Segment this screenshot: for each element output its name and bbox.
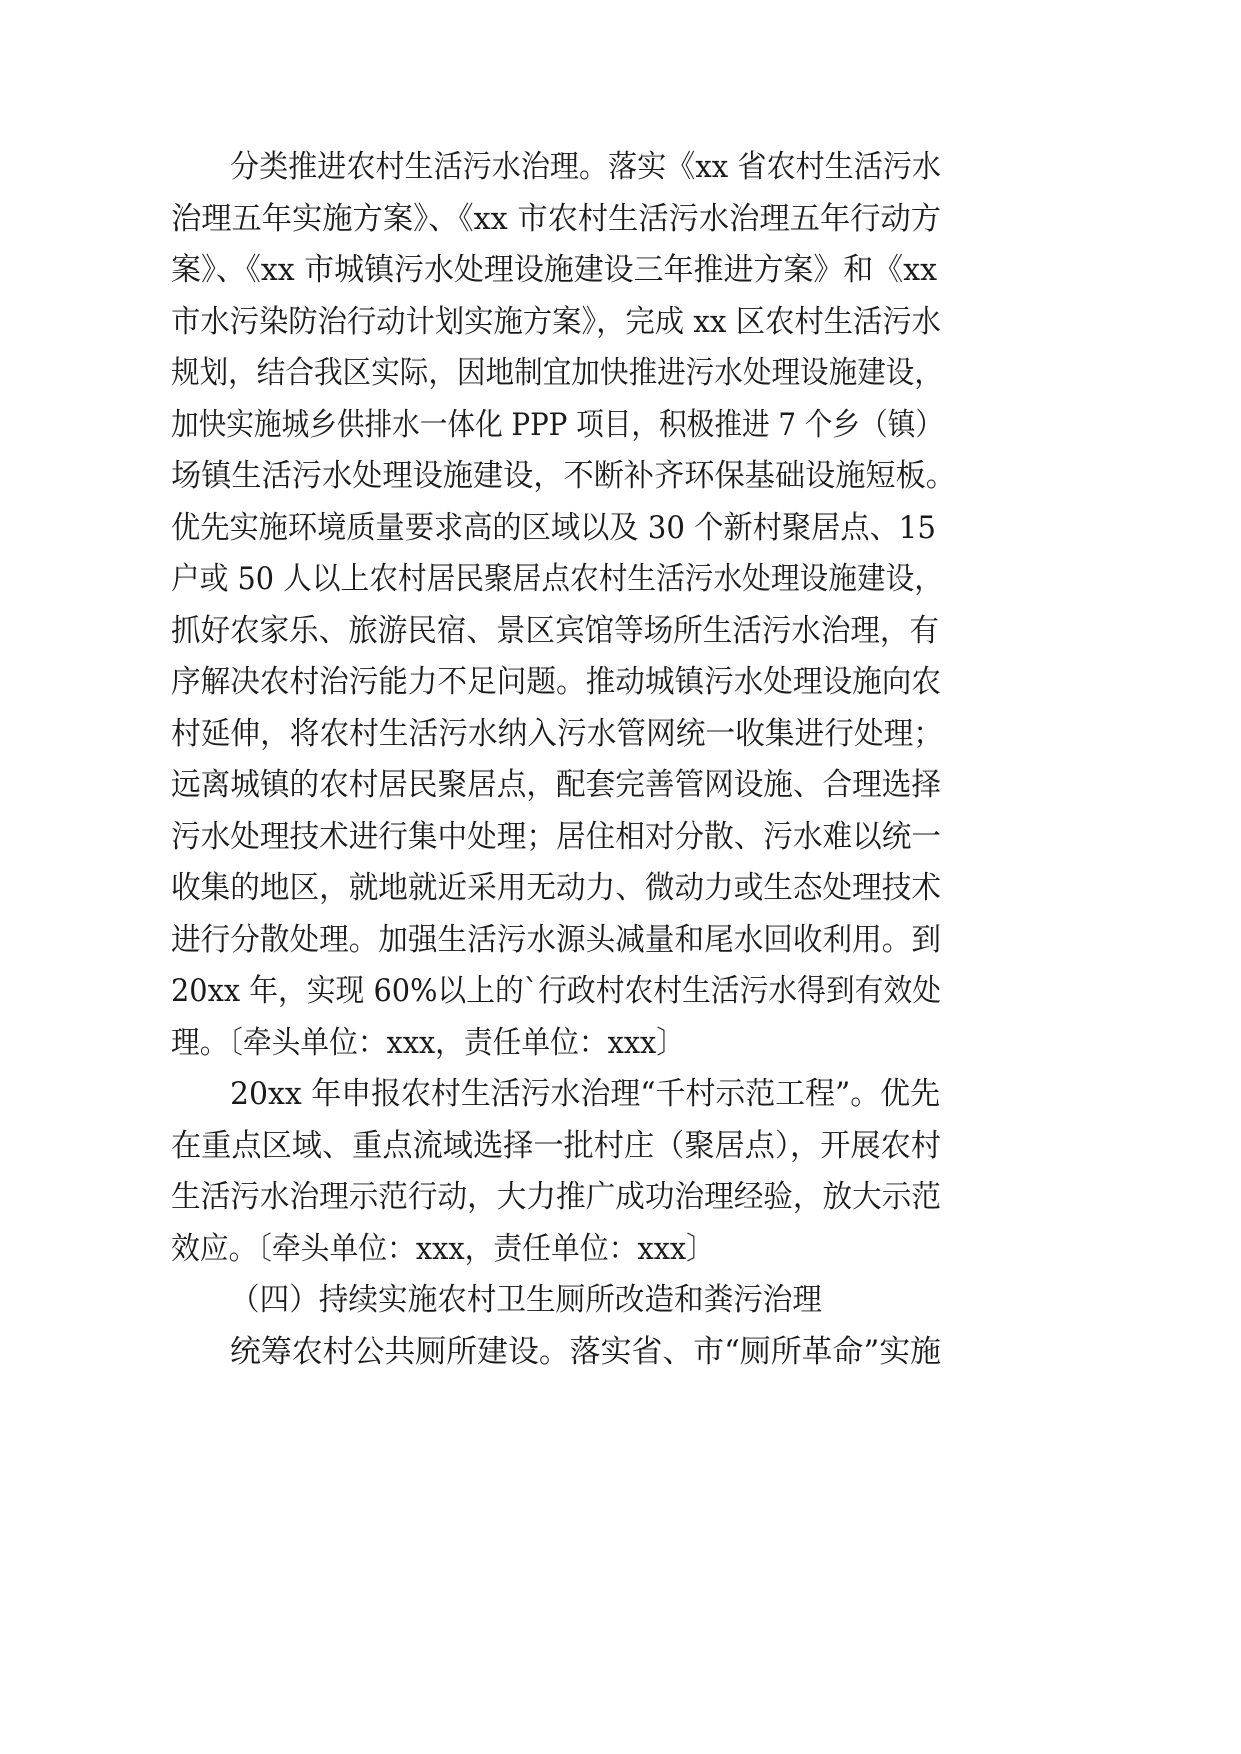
text-line-content: 场镇生活污水处理设施建设，不断补齐环保基础设施短板。 [171,458,956,494]
text-line [171,920,977,960]
text-line-content: 统筹农村公共厕所建设。落实省、市“厕所革命”实施 [230,1334,941,1370]
text-line-content: 污水处理技术进行集中处理；居住相对分散、污水难以统一 [171,819,941,855]
text-line-content: 加快实施城乡供排水一体化 PPP 项目，积极推进 7 个乡（镇） [171,407,943,443]
text-line-content: 案》、《xx 市城镇污水处理设施建设三年推进方案》和《xx [171,252,937,288]
text-line-content: 抓好农家乐、旅游民宿、景区宾馆等场所生活污水治理，有 [171,613,939,649]
text-line-content: 在重点区域、重点流域选择一批村庄（聚居点），开展农村 [171,1128,941,1164]
text-line-content: 市水污染防治行动计划实施方案》，完成 xx 区农村生活污水 [171,304,941,340]
text-line [171,456,977,496]
text-line [171,302,985,342]
text-line [230,147,988,187]
text-line-content: 效应。〔牵头单位：xxx，责任单位：xxx〕 [171,1231,715,1267]
text-line [171,199,960,239]
text-line-content: 户或 50 人以上农村居民聚居点农村生活污水处理设施建设， [171,561,943,597]
text-line [171,508,983,548]
text-line-content: 序解决农村治污能力不足问题。推动城镇污水处理设施向农 [171,664,941,700]
text-line [171,559,1005,599]
text-line [171,714,977,754]
text-line [171,662,977,702]
text-line-content: 收集的地区，就地就近采用无动力、微动力或生态处理技术 [171,870,941,906]
text-line [171,817,977,857]
text-line-content: 分类推进农村生活污水治理。落实《xx 省农村生活污水 [230,149,941,185]
text-line [171,971,1001,1011]
text-line [171,868,977,908]
section-heading [230,1280,850,1320]
text-line [230,1074,966,1114]
text-line [171,353,1008,393]
text-line-content: 远离城镇的农村居民聚居点，配套完善管网设施、合理选择 [171,767,941,803]
text-line-content: 村延伸，将农村生活污水纳入污水管网统一收集进行处理； [171,716,943,752]
text-line-content: 生活污水治理示范行动，大力推广成功治理经验，放大示范 [171,1179,941,1215]
text-line-content: 治理五年实施方案》、《xx 市农村生活污水治理五年行动方 [171,201,941,237]
text-line-content: 优先实施环境质量要求高的区域以及 30 个新村聚居点、15 [171,510,936,546]
text-line [171,250,964,290]
text-line [171,611,977,651]
text-line [171,765,977,805]
text-line [171,1023,725,1063]
text-line [171,1177,977,1217]
text-line [230,1332,944,1372]
text-line-content: 20xx 年申报农村生活污水治理“千村示范工程”。优先 [230,1076,940,1112]
text-line-content: 进行分散处理。加强生活污水源头减量和尾水回收利用。到 [171,922,941,958]
text-line-content: 20xx 年，实现 60%以上的`行政村农村生活污水得到有效处 [171,973,941,1009]
text-line [171,405,1037,445]
text-line-content: 理。〔牵头单位：xxx，责任单位：xxx〕 [171,1025,685,1061]
text-line-content: 规划，结合我区实际，因地制宜加快推进污水处理设施建设， [171,355,943,391]
text-line [171,1126,962,1166]
text-line [171,1229,756,1269]
text-line-content: （四）持续实施农村卫生厕所改造和粪污治理 [230,1282,822,1318]
